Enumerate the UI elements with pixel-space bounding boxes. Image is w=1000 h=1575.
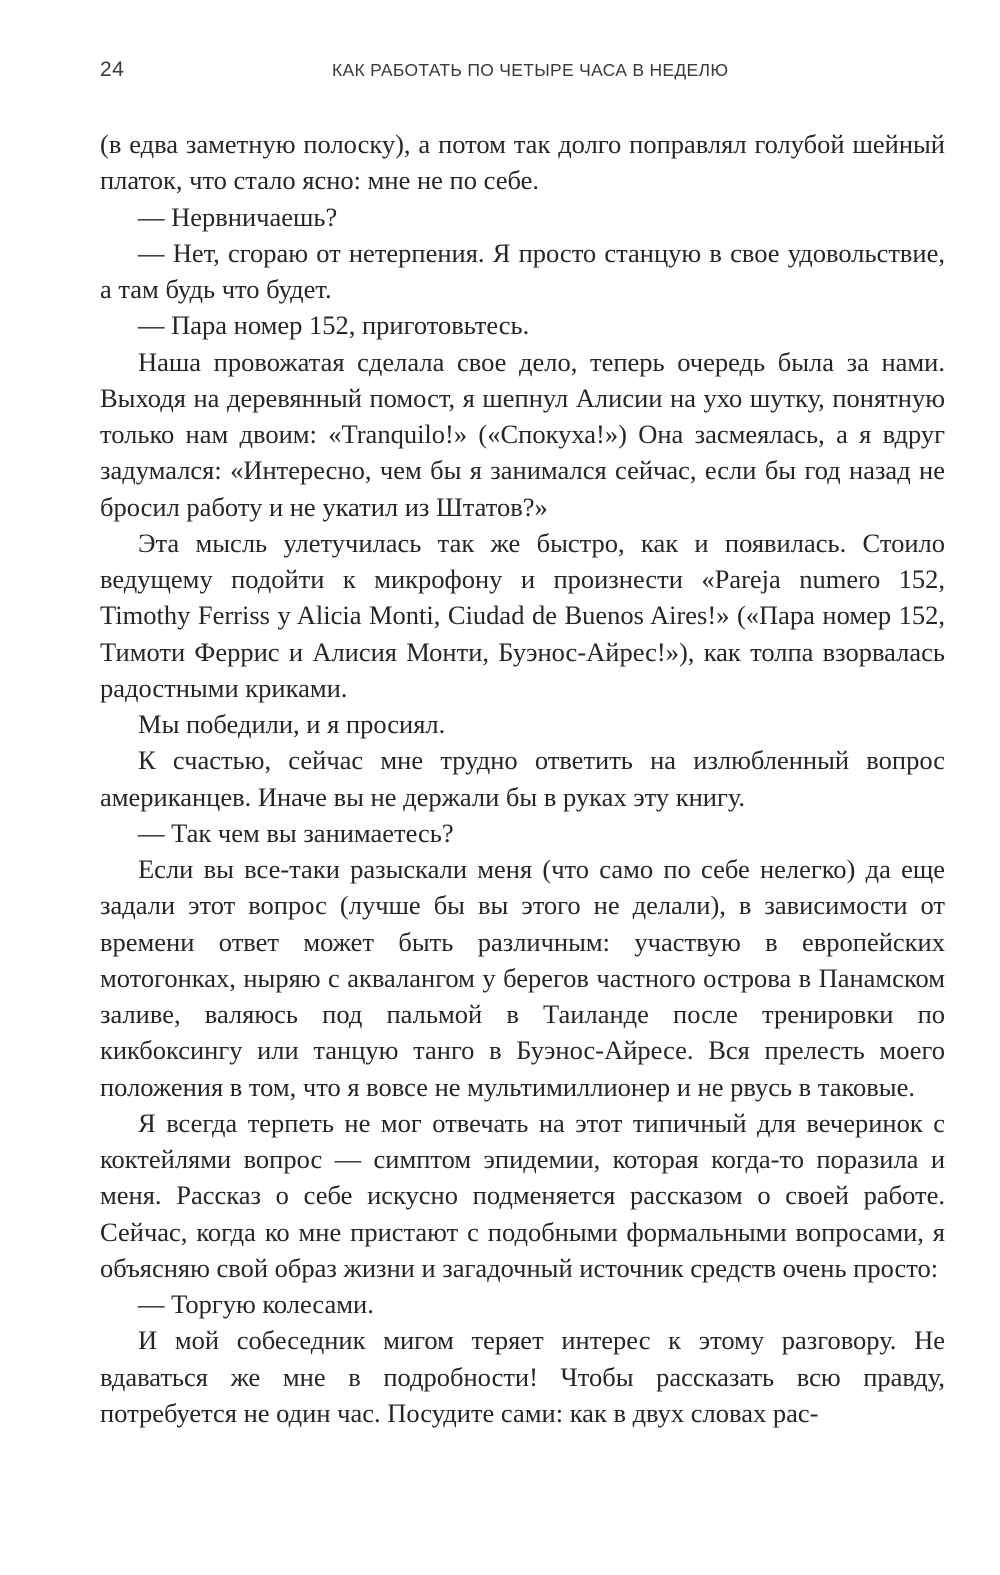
running-title: КАК РАБОТАТЬ ПО ЧЕТЫРЕ ЧАСА В НЕДЕЛЮ [332,60,729,80]
page-header [100,58,945,88]
paragraph: — Торгую колесами. [138,1289,374,1319]
body-text [100,126,945,1431]
paragraph: Наша провожатая сделала свое дело, теперь очередь была за нами. Выходя на деревянный помост, я шепнул Алисии на ухо шутку, понятную только нам двоим: «Tranquilo!» («Спокуха!») Она засмеялась, а я вдруг задумался: «Интересно, чем бы я занимался сейчас, если бы год назад не бросил работу и не укатил из Штатов?» [100,346,945,522]
paragraph: — Пара номер 152, приготовьтесь. [138,310,530,341]
paragraph: (в едва заметную полоску), а потом так долго поправлял голубой шейный платок, что стало ясно: мне не по себе. [100,129,945,196]
paragraph: Если вы все-таки разыскали меня (что само по себе нелегко) да еще задали этот вопрос (лучше бы вы этого не делали), в зависимости от времени ответ может быть различным: участвую в европейских мотогонках, ныряю с аквалангом у берегов частного острова в Панамском заливе, валяюсь под пальмой в Таиланде после тренировки по кикбоксингу или танцую танго в Буэнос-Айресе. Вся прелесть моего положения в том, что я вовсе не мультимиллионер и не рвусь в таковые. [100,854,945,1102]
page-number: 24 [100,58,125,81]
paragraph: — Нервничаешь? [138,201,338,232]
paragraph: И мой собеседник мигом теряет интерес к этому разговору. Не вдаваться же мне в подробности! Чтобы рассказать всю правду, потребуется не один час. Посудите сами: как в двух словах рас- [100,1325,945,1428]
paragraph: Мы победили, и я просиял. [138,709,446,739]
paragraph: К счастью, сейчас мне трудно ответить на излюбленный вопрос американцев. Иначе вы не держали бы в руках эту книгу. [100,745,945,812]
paragraph: Эта мысль улетучилась так же быстро, как и появилась. Стоило ведущему подойти к микрофону и произнести «Pareja numero 152, Timothy Ferriss y Alicia Monti, Ciudad de Buenos Aires!» («Пара номер 152, Тимоти Феррис и Алисия Монти, Буэнос-Айрес!»), как толпа взорвалась радостными криками. [100,527,945,703]
paragraph: — Нет, сгораю от нетерпения. Я просто станцую в свое удовольствие, а там будь что будет. [100,237,945,304]
paragraph: Я всегда терпеть не мог отвечать на этот типичный для вечеринок с коктейлями вопрос — симптом эпидемии, которая когда-то поразила и меня. Рассказ о себе искусно подменяется рассказом о своей работе. Сейчас, когда ко мне пристают с подобными формальными вопросами, я объясняю свой образ жизни и загадочный источник средств очень просто: [100,1107,945,1283]
paragraph: — Так чем вы занимаетесь? [138,817,454,848]
